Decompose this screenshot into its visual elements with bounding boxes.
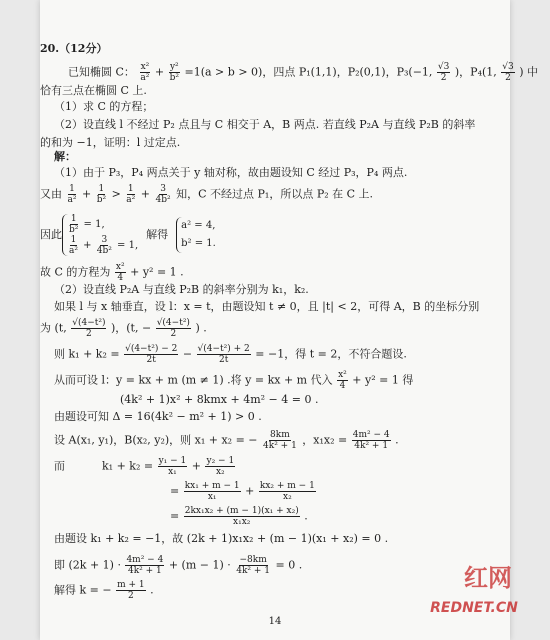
fraction: $\frac{\text{x²}}{\text{a²}}$ — [140, 62, 150, 83]
solution-step-10: (4k² + 1)x² + 8kmx + 4m² − 4 = 0 . — [120, 393, 319, 406]
fraction: $\frac{1}{\text{a²}}$ — [67, 184, 77, 205]
solution-step-6: 如果 l 与 x 轴垂直，设 l：x = t，由题设知 t ≠ 0，且 |t| < 2，可得 A，B 的坐标分别 — [54, 300, 480, 313]
fraction: $\frac{\text{x²}}{4}$ — [338, 370, 347, 391]
fraction: $\frac{\text{x²}}{4}$ — [115, 262, 125, 283]
rednet-watermark-logo — [410, 560, 540, 620]
solution-step-13: 而 k₁ + k₂ = $\frac{\text{y₁ − 1}}{\text{x₁}}$ + $\frac{\text{y₂ − 1}}{\text{x₂}}$ — [54, 456, 235, 477]
problem-statement-line1: 已知椭圆 C： $\frac{\text{x²}}{\text{a²}}$ + $\frac{\text{y²}}{\text{b²}}$ =1(a > b > 0)，四点 P₁(1,1)，P₂(0,1)，P₃(−1, $\frac{√3}{2}$ )，P₄(1, $\frac{√3}{2}$ ) 中 — [68, 62, 539, 83]
fraction: $\frac{\text{√(4−t²)}}{2}$ — [72, 318, 106, 339]
solution-step-15: = $\frac{\text{2kx₁x₂ + (m − 1)(x₁ + x₂)}}{\text{x₁x₂}}$ . — [170, 506, 308, 527]
problem-part1: （1）求 C 的方程； — [54, 100, 154, 113]
solution-heading: 解： — [54, 150, 76, 163]
solution-step-11: 由题设可知 Δ = 16(4k² − m² + 1) > 0 . — [54, 410, 262, 423]
fraction: $\frac{\text{√(4−t²)}}{2}$ — [156, 318, 190, 339]
fraction: $\frac{\text{y²}}{\text{b²}}$ — [169, 62, 179, 83]
fraction: $\frac{\text{y₁ − 1}}{\text{x₁}}$ — [158, 456, 187, 477]
page-number: 14 — [268, 616, 282, 627]
solution-step-1: （1）由于 P₃，P₄ 两点关于 y 轴对称，故由题设知 C 经过 P₃，P₄ 两点. — [54, 166, 408, 179]
fraction: $\frac{-8km}{\text{4k² + 1}}$ — [236, 555, 271, 576]
solution-step-16: 由题设 k₁ + k₂ = −1，故 (2k + 1)x₁x₂ + (m − 1)(x₁ + x₂) = 0 . — [54, 532, 389, 545]
fraction: $\frac{\text{4m² − 4}}{\text{4k² + 1}}$ — [352, 430, 390, 451]
solution-step-5: （2）设直线 P₂A 与直线 P₂B 的斜率分别为 k₁，k₂. — [54, 283, 309, 296]
fraction: $\frac{\text{y₂ − 1}}{\text{x₂}}$ — [206, 456, 235, 477]
fraction: $\frac{1}{\text{b²}}$ — [96, 184, 107, 205]
fraction: $\frac{3}{\text{4b²}}$ — [155, 184, 171, 205]
solution-step-2: 又由 $\frac{1}{\text{a²}}$ + $\frac{1}{\text{b²}}$ > $\frac{1}{\text{a²}}$ + $\frac{3}{\text{4b²}}$ 知，C 不经过点 P₁，所以点 P₂ 在 C 上. — [40, 184, 374, 205]
fraction: $\frac{\text{√(4−t²) + 2}}{2t}$ — [197, 344, 250, 365]
solution-step-4: 故 C 的方程为 $\frac{\text{x²}}{4}$ + y² = 1 . — [40, 262, 184, 283]
problem-part2-line1: （2）设直线 l 不经过 P₂ 点且与 C 相交于 A，B 两点. 若直线 P₂A 与直线 P₂B 的斜率 — [54, 118, 476, 131]
fraction: $\frac{1}{\text{a²}}$ — [126, 184, 136, 205]
fraction: $\frac{\text{√(4−t²) − 2}}{2t}$ — [125, 344, 178, 365]
ellipse-condition: =1(a > b > 0)，四点 P₁(1,1)，P₂(0,1)，P₃(−1, — [184, 65, 433, 79]
watermark-top-text: 红网 — [464, 563, 512, 592]
fraction: $\frac{\text{2kx₁x₂ + (m − 1)(x₁ + x₂)}}{\text{x₁x₂}}$ — [184, 506, 299, 527]
ellipse-prefix: 已知椭圆 C： — [68, 65, 135, 79]
solution-step-8: 则 k₁ + k₂ = $\frac{\text{√(4−t²) − 2}}{2t}$ − $\frac{\text{√(4−t²) + 2}}{2t}$ = −1，得 t = 2，不符合题设. — [54, 344, 407, 365]
solution-step-3: 因此 $\frac{1}{\text{b²}}$ = 1, $\frac{1}{\text{a²}}$ + $\frac{3}{\text{4b²}}$ = 1, 解得 a² = 4, b² = 1. — [40, 214, 216, 256]
problem-statement-line2: 恰有三点在椭圆 C 上. — [40, 84, 147, 97]
fraction: $\frac{\text{kx₁ + m − 1}}{\text{x₁}}$ — [184, 481, 240, 502]
fraction: $\frac{\text{kx₂ + m − 1}}{\text{x₂}}$ — [259, 481, 315, 502]
problem-number: 20.（12分） — [40, 42, 108, 55]
problem-part2-line2: 的和为 −1，证明：l 过定点. — [40, 136, 181, 149]
solution-system: a² = 4, b² = 1. — [176, 217, 216, 253]
watermark-bottom-text: REDNET.CN — [430, 600, 518, 616]
solution-step-17: 即 (2k + 1) · $\frac{\text{4m² − 4}}{\text{4k² + 1}}$ + (m − 1) · $\frac{-8km}{\text{4k² + 1}}$ = 0 . — [54, 555, 303, 576]
fraction: $\frac{\text{4m² − 4}}{\text{4k² + 1}}$ — [126, 555, 164, 576]
equation-system: $\frac{1}{\text{b²}}$ = 1, $\frac{1}{\text{a²}}$ + $\frac{3}{\text{4b²}}$ = 1, — [62, 214, 138, 256]
solution-step-14: = $\frac{\text{kx₁ + m − 1}}{\text{x₁}}$ + $\frac{\text{kx₂ + m − 1}}{\text{x₂}}$ — [170, 481, 315, 502]
document-page — [40, 0, 539, 640]
fraction: $\frac{√3}{2}$ — [437, 62, 450, 83]
fraction: $\frac{m + 1}{2}$ — [117, 580, 145, 601]
solution-step-9: 从而可设 l：y = kx + m (m ≠ 1) .将 y = kx + m 代入 $\frac{\text{x²}}{4}$ + y² = 1 得 — [54, 370, 414, 391]
solution-step-18: 解得 k = − $\frac{m + 1}{2}$ . — [54, 580, 154, 601]
fraction: $\frac{8km}{\text{4k² + 1}}$ — [263, 430, 297, 451]
solution-step-12: 设 A(x₁, y₁)，B(x₂, y₂)，则 x₁ + x₂ = − $\frac{8km}{\text{4k² + 1}}$ ，x₁x₂ = $\frac{\text{4m² − 4}}{\text{4k² + 1}}$ . — [54, 430, 399, 451]
solution-step-7: 为 (t, $\frac{\text{√(4−t²)}}{2}$ )，(t, − $\frac{\text{√(4−t²)}}{2}$ ) . — [40, 318, 207, 339]
fraction: $\frac{√3}{2}$ — [502, 62, 514, 83]
